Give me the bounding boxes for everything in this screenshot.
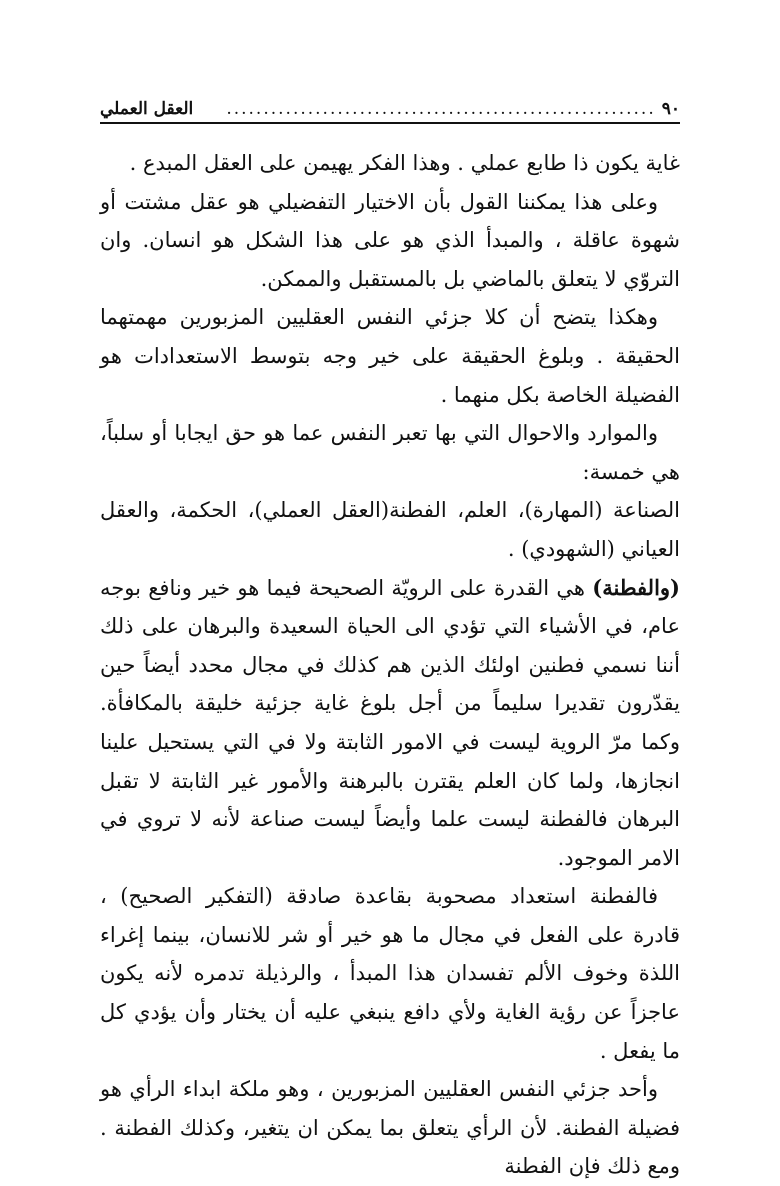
paragraph-8 <box>100 1070 680 1186</box>
paragraph-5 <box>100 491 680 568</box>
page-number: ٩٠ <box>661 99 680 119</box>
paragraph-3 <box>100 298 680 414</box>
paragraph-text: والموارد والاحوال التي بها تعبر النفس عما هو حق ايجابا أو سلباً، هي خمسة: <box>100 421 680 484</box>
paragraph-4 <box>100 414 680 491</box>
chapter-title: العقل العملي <box>100 99 194 119</box>
paragraph-2 <box>100 183 680 299</box>
paragraph-text: غاية يكون ذا طابع عملي . وهذا الفكر يهيمن على العقل المبدع . <box>129 151 680 175</box>
paragraph-6 <box>100 569 680 878</box>
page-body <box>100 144 680 1186</box>
running-header <box>100 92 680 124</box>
term-lead: (والفطنة) <box>592 574 680 600</box>
paragraph-7 <box>100 877 680 1070</box>
header-dot-leader: .......................................................... <box>226 99 656 119</box>
paragraph-text: هي القدرة على الرويّة الصحيحة فيما هو خير ونافع بوجه عام، في الأشياء التي تؤدي الى الحياة السعيدة والبرهان على ذلك أننا نسمي فطنين اولئك الذين هم كذلك في مجال محدد أيضاً حين يقدّرون تقديرا سليماً من أجل بلوغ غاية جزئية خليقة بالمكافأة. وكما مرّ الروية ليست في الامور الثابتة ولا في التي يستحيل علينا انجازها، ولما كان العلم يقترن بالبرهنة والأمور غير الثابتة لا تقبل البرهان فالفطنة ليست علما وأيضاً ليست صناعة لأنه لا تروي في الامر الموجود. <box>100 575 680 870</box>
paragraph-text: الصناعة (المهارة)، العلم، الفطنة(العقل العملي)، الحكمة، والعقل العياني (الشهودي) . <box>100 498 680 561</box>
paragraph-text: فالفطنة استعداد مصحوبة بقاعدة صادقة (التفكير الصحيح) ، قادرة على الفعل في مجال ما هو خير أو شر للانسان، بينما إغراء اللذة وخوف الألم تفسدان هذا المبدأ ، والرذيلة تدمره لأنه يكون عاجزاً عن رؤية الغاية ولأي دافع ينبغي عليه أن يختار وأن يؤدي كل ما يفعل . <box>100 884 680 1063</box>
paragraph-text: وعلى هذا يمكننا القول بأن الاختيار التفضيلي هو عقل مشتت أو شهوة عاقلة ، والمبدأ الذي هو على هذا الشكل هو انسان. وان التروّي لا يتعلق بالماضي بل بالمستقبل والممكن. <box>100 189 680 291</box>
paragraph-text: وهكذا يتضح أن كلا جزئي النفس العقليين المزبورين مهمتهما الحقيقة . وبلوغ الحقيقة على خير وجه بتوسط الاستعدادات هو الفضيلة الخاصة بكل منهما . <box>100 305 680 407</box>
paragraph-text: وأحد جزئي النفس العقليين المزبورين ، وهو ملكة ابداء الرأي هو فضيلة الفطنة. لأن الرأي يتعلق بما يمكن ان يتغير، وكذلك الفطنة . ومع ذلك فإن الفطنة <box>100 1077 680 1179</box>
paragraph-1 <box>100 144 680 183</box>
